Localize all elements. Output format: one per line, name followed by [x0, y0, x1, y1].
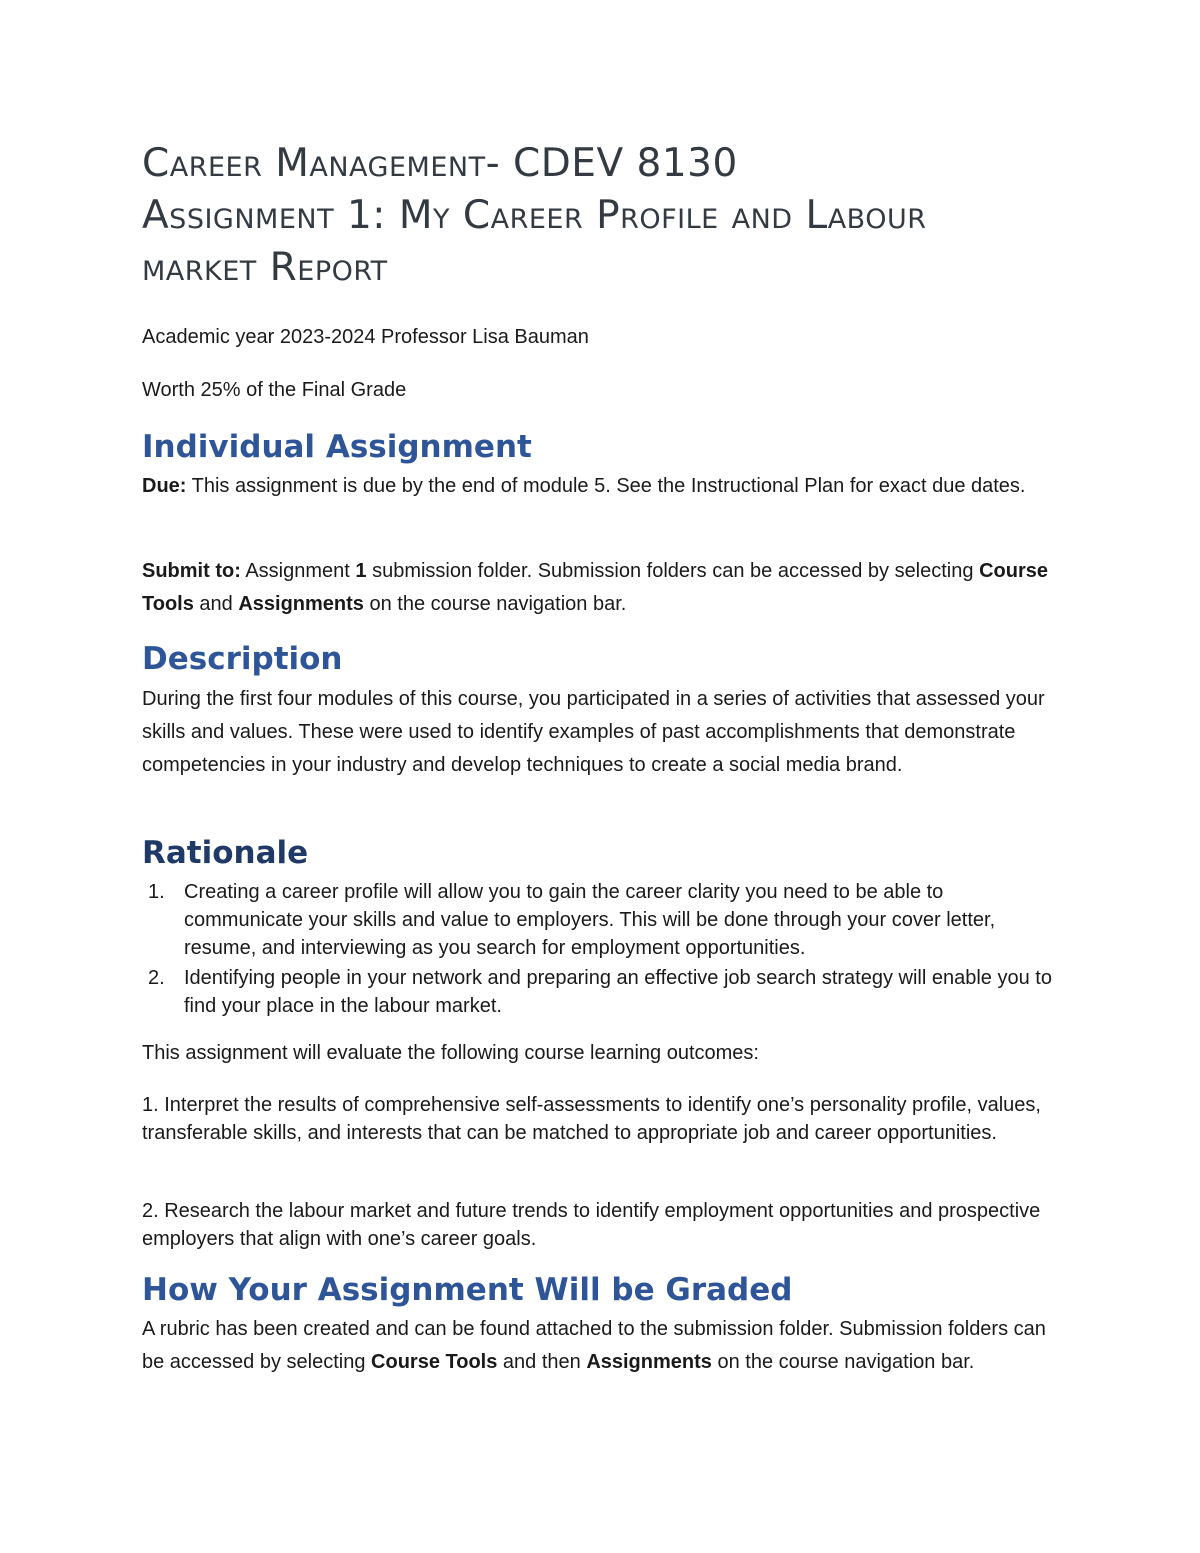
- rationale-list: [142, 878, 1062, 1022]
- list-number: 1.: [148, 881, 165, 903]
- submit-text: submission folder. Submission folders can be accessed by selecting: [366, 560, 980, 582]
- list-item: [142, 878, 1062, 962]
- outcome-2: 2. Research the labour market and future trends to identify employment opportunities and prospective employers that align with one’s career goals.: [142, 1200, 1041, 1250]
- grading-paragraph: [142, 1313, 1062, 1379]
- heading-rationale: Rationale: [142, 835, 309, 871]
- course-tools-label: Course Tools: [371, 1351, 498, 1373]
- submit-paragraph: [142, 555, 1062, 621]
- grading-text: A rubric has been created and can be found attached to the submission folder. Submission folders can be accessed by selecting: [142, 1318, 1046, 1373]
- due-text: This assignment is due by the end of module 5. See the Instructional Plan for exact due dates.: [186, 475, 1026, 497]
- submit-text: Assignment: [240, 560, 356, 582]
- title-line-2: Assignment 1: My Career Profile and Labour: [142, 193, 927, 238]
- submit-text: on the course navigation bar.: [363, 593, 627, 615]
- heading-individual-assignment: Individual Assignment: [142, 429, 532, 465]
- title-line-1: Career Management- CDEV 8130: [142, 141, 738, 186]
- course-tools-label: Course Tools: [142, 560, 1048, 615]
- list-number: 2.: [148, 967, 165, 989]
- submit-label: Submit to:: [142, 560, 241, 582]
- grading-text: on the course navigation bar.: [711, 1351, 975, 1373]
- title-line-3: market Report: [142, 245, 388, 290]
- grading-text: and then: [497, 1351, 587, 1373]
- worth-line: Worth 25% of the Final Grade: [142, 379, 407, 401]
- outcomes-intro: This assignment will evaluate the following course learning outcomes:: [142, 1042, 759, 1064]
- submit-assignment-number: 1: [355, 560, 367, 582]
- heading-description: Description: [142, 641, 343, 677]
- list-item-text: Identifying people in your network and preparing an effective job search strategy will enable you to find your place in the labour market.: [184, 967, 1052, 1017]
- list-item-text: Creating a career profile will allow you to gain the career clarity you need to be able to communicate your skills and value to employers. This will be done through your cover letter, resume, and interviewing as you search for employment opportunities.: [184, 881, 996, 959]
- assignments-label: Assignments: [586, 1351, 712, 1373]
- description-paragraph: During the first four modules of this course, you participated in a series of activities that assessed your skills and values. These were used to identify examples of past accomplishments that demonstrate competencies in your industry and develop techniques to create a social media brand.: [142, 688, 1045, 776]
- list-item: [142, 964, 1062, 1020]
- heading-grading: How Your Assignment Will be Graded: [142, 1272, 793, 1308]
- academic-year-line: Academic year 2023-2024 Professor Lisa Bauman: [142, 326, 589, 348]
- assignments-label: Assignments: [238, 593, 364, 615]
- outcome-1: 1. Interpret the results of comprehensive self-assessments to identify one’s personality profile, values, transferable skills, and interests that can be matched to appropriate job and career opportunities.: [142, 1094, 1041, 1144]
- submit-text: and: [193, 593, 239, 615]
- due-paragraph: [142, 470, 1062, 503]
- document-title: [142, 138, 1062, 294]
- due-label: Due:: [142, 475, 187, 497]
